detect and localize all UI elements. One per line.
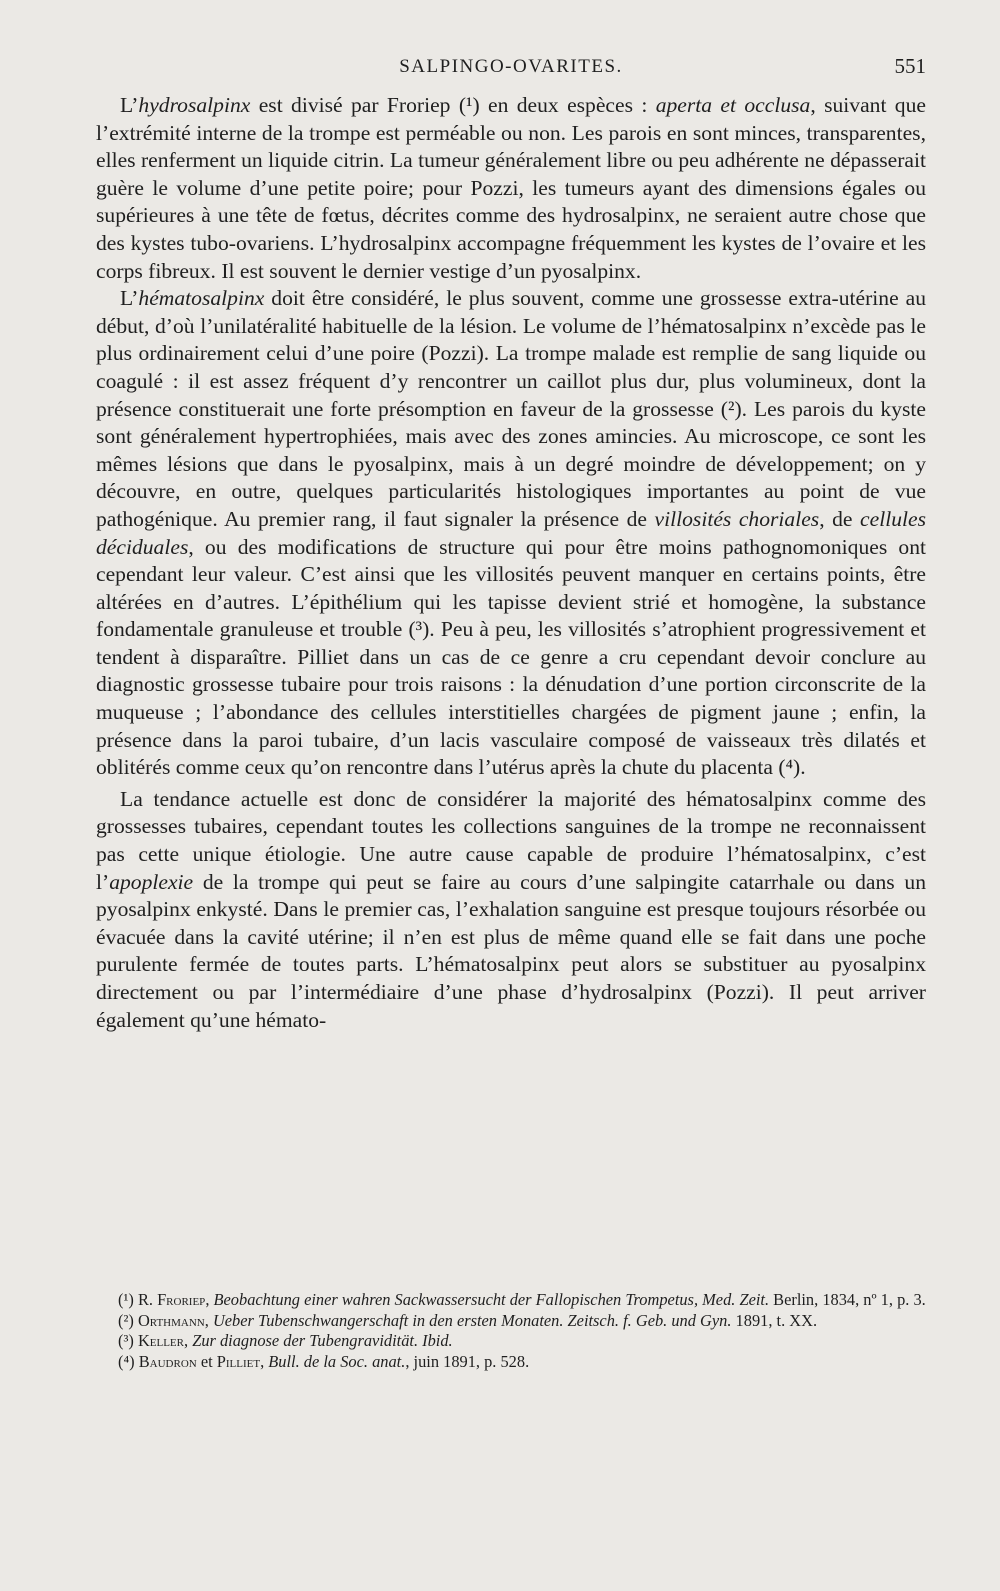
term-hydrosalpinx: hydrosalpinx [138, 93, 251, 117]
term-apoplexie: apoplexie [109, 869, 194, 894]
footnotes [96, 1290, 926, 1372]
body-text [96, 92, 926, 1034]
footnote-rest: , juin 1891, p. 528. [405, 1351, 530, 1371]
text-span: est divisé par Froriep (¹) en deux espèces : [250, 93, 656, 117]
footnote-title: Beobachtung einer wahren Sackwassersucht der Fallopischen Trompetus, Med. Zeit. [213, 1290, 770, 1309]
term-aperta-occlusa: aperta et occlusa [655, 93, 811, 117]
text-span: , [260, 1351, 269, 1371]
footnote-author: Orthmann [137, 1310, 205, 1330]
footnote-author: R. Froriep [137, 1290, 206, 1309]
text-span: et [196, 1351, 217, 1371]
paragraph-hydrosalpinx [96, 92, 926, 285]
footnote-mark: (³) [118, 1331, 138, 1351]
text-span: doit être considéré, le plus souvent, comme une grossesse extra-utérine au début, d’où l’unilatéralité habituelle de la lésion. Le volume de l’hématosalpinx n’excède pas le plus ordinairement celui d’une poire (Pozzi). La trompe malade est remplie de sang liquide ou coagulé : il est assez fréquent d’y rencontrer un caillot plus dur, plus volumineux, dont la présence constituerait une forte présomption en faveur de la grossesse (²). Les parois du kyste sont généralement hypertrophiées, mais avec des zones amincies. Au microscope, ce sont les mêmes lésions que dans le pyosalpinx, mais à un degré moindre de développement; on y découvre, en outre, quelques particularités histologiques importantes au point de vue pathogénique. Au premier rang, il faut signaler la présence de [96, 286, 926, 531]
text-span: L’ [120, 286, 139, 311]
text-span: L’ [120, 93, 139, 117]
text-span: , [205, 1290, 214, 1309]
footnote-author: Keller [137, 1331, 184, 1351]
footnote-mark: (⁴) [118, 1351, 139, 1371]
text-span: , ou des modifications de structure qui pour être moins pathognomoniques ont cependant leur valeur. C’est ainsi que les villosités peuvent manquer en certains points, être altérées en d’autres. L’épithélium qui les tapisse devient strié et homogène, la substance fondamentale granuleuse et trouble (³). Peu à peu, les villosités s’atrophient progressivement et tendent à disparaître. Pilliet dans un cas de ce genre a cru cependant devoir conclure au diagnostic grossesse tubaire pour trois raisons : la dénudation d’une portion circonscrite de la muqueuse ; l’abondance des cellules interstitielles chargées de pigment jaune ; enfin, la présence dans la paroi tubaire, d’un lacis vasculaire composé de vaisseaux très dilatés et oblitérés comme ceux qu’on rencontre dans l’utérus après la chute du placenta (⁴). [96, 534, 926, 780]
paragraph-tendance [96, 786, 926, 1034]
footnote-rest: 1891, t. XX. [731, 1310, 818, 1330]
text-span: , [184, 1331, 193, 1351]
footnote-author: Baudron [138, 1351, 197, 1371]
footnote-mark: (²) [118, 1310, 138, 1330]
page-number: 551 [894, 54, 926, 78]
running-title: SALPINGO-OVARITES. [399, 56, 623, 77]
paragraph-hematosalpinx [96, 285, 926, 782]
footnote-1 [96, 1290, 926, 1311]
text-span: La tendance actuelle est donc de considérer la majorité des hématosalpinx comme des grossesses tubaires, cependant toutes les collections sanguines de la trompe ne reconnaissent pas cette unique étiologie. Une autre cause capable de produire l’hématosalpinx, c’est l’ [96, 786, 926, 894]
footnote-author: Pilliet [216, 1351, 261, 1371]
text-span: de la trompe qui peut se faire au cours d’une salpingite catarrhale ou dans un pyosalpinx enkysté. Dans le premier cas, l’exhalation sanguine est presque toujours résorbée ou évacuée dans la cavité utérine; il n’en est plus de même quand elle se fait dans une poche purulente fermée de toutes parts. L’hématosalpinx peut alors se substituer au pyosalpinx directement ou par l’intermédiaire d’une phase d’hydrosalpinx (Pozzi). Il peut arriver également qu’une hémato- [96, 869, 926, 1032]
term-cellules-deciduales: cellules déciduales [96, 506, 926, 559]
footnote-3 [96, 1331, 926, 1352]
footnote-title: Bull. de la Soc. anat. [268, 1351, 406, 1371]
term-hematosalpinx: hématosalpinx [138, 286, 265, 311]
footnote-title: Zur diagnose der Tubengravidität. Ibid. [192, 1331, 453, 1351]
page-header [96, 54, 926, 84]
footnote-title: Ueber Tubenschwangerschaft in den ersten Monaten. Zeitsch. f. Geb. und Gyn. [212, 1310, 732, 1330]
term-villosites-choriales: villosités choriales [654, 506, 820, 531]
footnote-mark: (¹) [118, 1290, 138, 1309]
footnote-4 [96, 1352, 926, 1373]
text-span: , de [819, 506, 861, 531]
text-span: , [204, 1310, 213, 1330]
footnote-2 [96, 1311, 926, 1332]
text-span: , suivant que l’extrémité interne de la trompe est perméable ou non. Les parois en sont minces, transparentes, elles renferment un liquide citrin. La tumeur généralement libre ou peu adhérente ne dépasserait guère le volume d’une petite poire; pour Pozzi, les tumeurs ayant des dimensions égales ou supérieures à une tête de fœtus, décrites comme des hydrosalpinx, ne seraient autre chose que des kystes tubo-ovariens. L’hydrosalpinx accompagne fréquemment les kystes de l’ovaire et les corps fibreux. Il est souvent le dernier vestige d’un pyosalpinx. [96, 93, 926, 283]
footnote-rest: Berlin, 1834, nº 1, p. 3. [769, 1290, 926, 1309]
